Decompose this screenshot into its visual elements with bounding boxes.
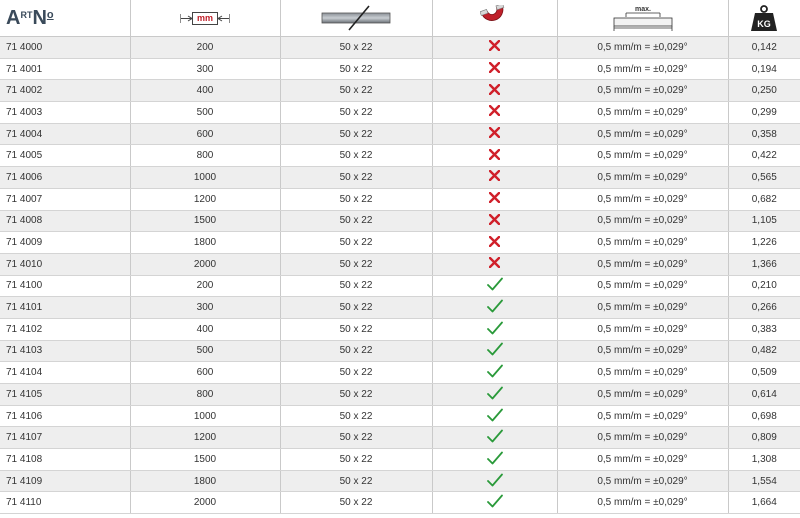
tolerance-cell: 0,5 mm/m = ±0,029° <box>557 427 728 449</box>
tolerance-cell: 0,5 mm/m = ±0,029° <box>557 167 728 189</box>
magnetic-cell <box>432 449 557 471</box>
weight-cell: 0,266 <box>728 297 800 319</box>
header-tolerance <box>557 0 728 37</box>
profile-bar-icon <box>321 5 391 31</box>
length-cell: 300 <box>130 297 280 319</box>
weight-cell: 1,105 <box>728 210 800 232</box>
length-cell: 1500 <box>130 210 280 232</box>
length-cell: 200 <box>130 275 280 297</box>
cross-icon <box>489 127 500 141</box>
art-no-cell: 71 4107 <box>0 427 130 449</box>
check-icon <box>487 494 503 511</box>
profile-cell: 50 x 22 <box>280 275 432 297</box>
magnet-icon <box>480 5 510 31</box>
weight-cell: 0,565 <box>728 167 800 189</box>
tolerance-cell: 0,5 mm/m = ±0,029° <box>557 210 728 232</box>
table-row <box>0 37 800 59</box>
weight-cell: 1,366 <box>728 253 800 275</box>
cross-icon <box>489 257 500 271</box>
cross-icon <box>489 40 500 54</box>
art-no-cell: 71 4103 <box>0 340 130 362</box>
table-row <box>0 362 800 384</box>
art-no-a: A <box>6 7 21 29</box>
cross-icon <box>489 214 500 228</box>
table-row <box>0 145 800 167</box>
profile-cell: 50 x 22 <box>280 188 432 210</box>
tolerance-cell: 0,5 mm/m = ±0,029° <box>557 253 728 275</box>
length-cell: 1000 <box>130 167 280 189</box>
profile-cell: 50 x 22 <box>280 58 432 80</box>
profile-cell: 50 x 22 <box>280 405 432 427</box>
weight-icon <box>750 4 778 32</box>
tolerance-cell: 0,5 mm/m = ±0,029° <box>557 80 728 102</box>
art-no-cell: 71 4009 <box>0 232 130 254</box>
art-no-cell: 71 4010 <box>0 253 130 275</box>
art-no-cell: 71 4108 <box>0 449 130 471</box>
magnetic-cell <box>432 362 557 384</box>
art-no-o: o <box>46 9 54 21</box>
weight-cell: 0,250 <box>728 80 800 102</box>
weight-cell: 0,509 <box>728 362 800 384</box>
tolerance-cell: 0,5 mm/m = ±0,029° <box>557 405 728 427</box>
art-no-cell: 71 4101 <box>0 297 130 319</box>
weight-cell: 1,308 <box>728 449 800 471</box>
check-icon <box>487 451 503 468</box>
length-cell: 500 <box>130 102 280 124</box>
length-cell: 400 <box>130 80 280 102</box>
art-no-cell: 71 4008 <box>0 210 130 232</box>
table-row <box>0 470 800 492</box>
cross-icon <box>489 170 500 184</box>
length-unit: mm <box>192 12 218 25</box>
weight-cell: 1,226 <box>728 232 800 254</box>
profile-cell: 50 x 22 <box>280 145 432 167</box>
magnetic-cell <box>432 253 557 275</box>
art-no-n: N <box>32 7 47 29</box>
length-icon <box>180 12 230 25</box>
magnetic-cell <box>432 167 557 189</box>
check-icon <box>487 386 503 403</box>
length-cell: 1800 <box>130 232 280 254</box>
tolerance-cell: 0,5 mm/m = ±0,029° <box>557 275 728 297</box>
weight-cell: 0,210 <box>728 275 800 297</box>
table-row <box>0 405 800 427</box>
profile-cell: 50 x 22 <box>280 167 432 189</box>
tolerance-cell: 0,5 mm/m = ±0,029° <box>557 470 728 492</box>
table-row <box>0 449 800 471</box>
cross-icon <box>489 149 500 163</box>
weight-cell: 0,422 <box>728 145 800 167</box>
magnetic-cell <box>432 492 557 514</box>
tolerance-cell: 0,5 mm/m = ±0,029° <box>557 188 728 210</box>
art-no-cell: 71 4003 <box>0 102 130 124</box>
header-weight <box>728 0 800 37</box>
weight-unit-label: KG <box>757 19 771 29</box>
length-cell: 300 <box>130 58 280 80</box>
length-cell: 400 <box>130 318 280 340</box>
profile-cell: 50 x 22 <box>280 362 432 384</box>
tolerance-cell: 0,5 mm/m = ±0,029° <box>557 58 728 80</box>
check-icon <box>487 277 503 294</box>
magnetic-cell <box>432 37 557 59</box>
check-icon <box>487 299 503 316</box>
profile-cell: 50 x 22 <box>280 210 432 232</box>
magnetic-cell <box>432 297 557 319</box>
weight-cell: 0,142 <box>728 37 800 59</box>
table-row <box>0 297 800 319</box>
magnetic-cell <box>432 188 557 210</box>
table-row <box>0 275 800 297</box>
tolerance-max-label: max. <box>634 6 651 13</box>
tolerance-cell: 0,5 mm/m = ±0,029° <box>557 340 728 362</box>
weight-cell: 0,299 <box>728 102 800 124</box>
length-cell: 1800 <box>130 470 280 492</box>
profile-cell: 50 x 22 <box>280 80 432 102</box>
profile-cell: 50 x 22 <box>280 470 432 492</box>
magnetic-cell <box>432 210 557 232</box>
length-cell: 500 <box>130 340 280 362</box>
table-row <box>0 80 800 102</box>
art-no-cell: 71 4105 <box>0 384 130 406</box>
magnetic-cell <box>432 470 557 492</box>
art-no-cell: 71 4100 <box>0 275 130 297</box>
weight-cell: 0,482 <box>728 340 800 362</box>
table-row <box>0 427 800 449</box>
cross-icon <box>489 62 500 76</box>
table-row <box>0 253 800 275</box>
art-no-cell: 71 4104 <box>0 362 130 384</box>
magnetic-cell <box>432 405 557 427</box>
art-no-rt: RT <box>20 10 33 20</box>
tolerance-cell: 0,5 mm/m = ±0,029° <box>557 449 728 471</box>
art-no-cell: 71 4000 <box>0 37 130 59</box>
table-row <box>0 318 800 340</box>
weight-cell: 0,358 <box>728 123 800 145</box>
length-cell: 200 <box>130 37 280 59</box>
tolerance-icon <box>610 3 676 33</box>
weight-cell: 0,194 <box>728 58 800 80</box>
art-no-cell: 71 4001 <box>0 58 130 80</box>
magnetic-cell <box>432 145 557 167</box>
header-art-no <box>0 0 130 37</box>
profile-cell: 50 x 22 <box>280 297 432 319</box>
profile-cell: 50 x 22 <box>280 253 432 275</box>
table-row <box>0 340 800 362</box>
art-no-cell: 71 4006 <box>0 167 130 189</box>
profile-cell: 50 x 22 <box>280 318 432 340</box>
magnetic-cell <box>432 340 557 362</box>
art-no-label <box>6 7 54 29</box>
profile-cell: 50 x 22 <box>280 384 432 406</box>
profile-cell: 50 x 22 <box>280 37 432 59</box>
tolerance-cell: 0,5 mm/m = ±0,029° <box>557 492 728 514</box>
length-cell: 800 <box>130 384 280 406</box>
check-icon <box>487 408 503 425</box>
table-row <box>0 384 800 406</box>
magnetic-cell <box>432 58 557 80</box>
header-magnetic <box>432 0 557 37</box>
art-no-cell: 71 4109 <box>0 470 130 492</box>
profile-cell: 50 x 22 <box>280 232 432 254</box>
art-no-cell: 71 4102 <box>0 318 130 340</box>
profile-cell: 50 x 22 <box>280 427 432 449</box>
table-row <box>0 167 800 189</box>
art-no-cell: 71 4110 <box>0 492 130 514</box>
magnetic-cell <box>432 318 557 340</box>
table-row <box>0 232 800 254</box>
magnetic-cell <box>432 275 557 297</box>
table-row <box>0 123 800 145</box>
weight-cell: 0,698 <box>728 405 800 427</box>
tolerance-cell: 0,5 mm/m = ±0,029° <box>557 123 728 145</box>
weight-cell: 0,614 <box>728 384 800 406</box>
profile-cell: 50 x 22 <box>280 102 432 124</box>
weight-cell: 0,809 <box>728 427 800 449</box>
length-cell: 2000 <box>130 492 280 514</box>
header-profile <box>280 0 432 37</box>
art-no-cell: 71 4004 <box>0 123 130 145</box>
check-icon <box>487 473 503 490</box>
tolerance-cell: 0,5 mm/m = ±0,029° <box>557 318 728 340</box>
cross-icon <box>489 236 500 250</box>
length-cell: 1200 <box>130 427 280 449</box>
tolerance-cell: 0,5 mm/m = ±0,029° <box>557 232 728 254</box>
art-no-cell: 71 4007 <box>0 188 130 210</box>
table-row <box>0 210 800 232</box>
header-row <box>0 0 800 37</box>
tolerance-cell: 0,5 mm/m = ±0,029° <box>557 145 728 167</box>
length-cell: 600 <box>130 362 280 384</box>
magnetic-cell <box>432 102 557 124</box>
magnetic-cell <box>432 384 557 406</box>
art-no-cell: 71 4005 <box>0 145 130 167</box>
profile-cell: 50 x 22 <box>280 123 432 145</box>
tolerance-cell: 0,5 mm/m = ±0,029° <box>557 37 728 59</box>
table-row <box>0 492 800 514</box>
profile-cell: 50 x 22 <box>280 492 432 514</box>
table-row <box>0 188 800 210</box>
table-body <box>0 37 800 514</box>
length-cell: 2000 <box>130 253 280 275</box>
weight-cell: 1,554 <box>728 470 800 492</box>
table-row <box>0 102 800 124</box>
header-length <box>130 0 280 37</box>
magnetic-cell <box>432 232 557 254</box>
check-icon <box>487 342 503 359</box>
length-cell: 1200 <box>130 188 280 210</box>
magnetic-cell <box>432 80 557 102</box>
length-cell: 800 <box>130 145 280 167</box>
tolerance-cell: 0,5 mm/m = ±0,029° <box>557 362 728 384</box>
weight-cell: 0,383 <box>728 318 800 340</box>
cross-icon <box>489 192 500 206</box>
table-row <box>0 58 800 80</box>
cross-icon <box>489 105 500 119</box>
art-no-cell: 71 4106 <box>0 405 130 427</box>
magnetic-cell <box>432 427 557 449</box>
weight-cell: 0,682 <box>728 188 800 210</box>
profile-cell: 50 x 22 <box>280 340 432 362</box>
tolerance-cell: 0,5 mm/m = ±0,029° <box>557 102 728 124</box>
tolerance-cell: 0,5 mm/m = ±0,029° <box>557 384 728 406</box>
weight-cell: 1,664 <box>728 492 800 514</box>
check-icon <box>487 364 503 381</box>
length-cell: 1500 <box>130 449 280 471</box>
check-icon <box>487 321 503 338</box>
magnetic-cell <box>432 123 557 145</box>
check-icon <box>487 429 503 446</box>
art-no-cell: 71 4002 <box>0 80 130 102</box>
profile-cell: 50 x 22 <box>280 449 432 471</box>
tolerance-cell: 0,5 mm/m = ±0,029° <box>557 297 728 319</box>
cross-icon <box>489 84 500 98</box>
length-cell: 600 <box>130 123 280 145</box>
length-cell: 1000 <box>130 405 280 427</box>
